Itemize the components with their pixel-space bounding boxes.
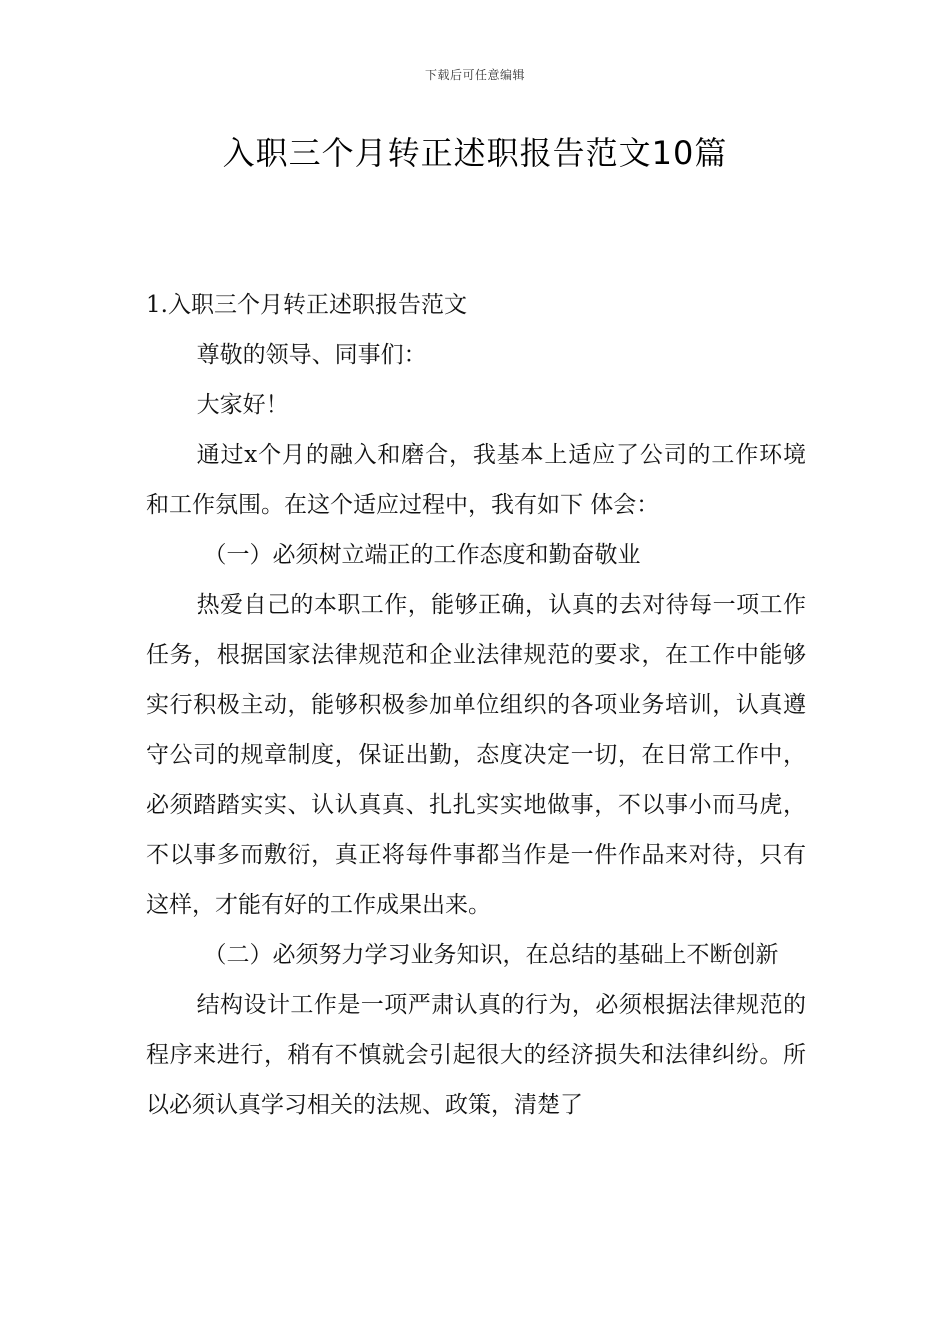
subheading: （二）必须努力学习业务知识，在总结的基础上不断创新	[203, 942, 779, 968]
section-heading: 1.入职三个月转正述职报告范文	[146, 292, 467, 318]
paragraph: 通过x个月的融入和磨合，我基本上适应了公司的工作环境和工作氛围。在这个适应过程中，我有如下 体会：	[146, 442, 806, 518]
paragraph: 热爱自己的本职工作，能够正确，认真的去对待每一项工作任务，根据国家法律规范和企业法律规范的要求，在工作中能够实行积极主动，能够积极参加单位组织的各项业务培训，认真遵守公司的规章制度，保证出勤，态度决定一切，在日常工作中，必须踏踏实实、认认真真、扎扎实实地做事，不以事小而马虎，不以事多而敷衍，真正将每件事都当作是一件作品来对待，只有这样，才能有好的工作成果出来。	[146, 592, 806, 918]
paragraph: 结构设计工作是一项严肃认真的行为，必须根据法律规范的程序来进行，稍有不慎就会引起很大的经济损失和法律纠纷。所以必须认真学习相关的法规、政策，清楚了	[146, 992, 806, 1118]
header-note: 下载后可任意编辑	[424, 68, 525, 82]
salutation: 尊敬的领导、同事们：	[196, 342, 427, 368]
document-title: 入职三个月转正述职报告范文10篇	[222, 134, 728, 172]
subheading: （一）必须树立端正的工作态度和勤奋敬业	[203, 542, 641, 568]
document-body	[146, 280, 806, 1130]
greeting: 大家好！	[196, 392, 289, 418]
